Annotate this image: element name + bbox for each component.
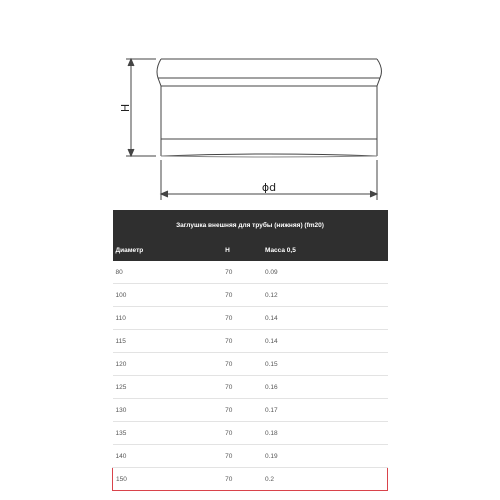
cell-diameter: 130: [113, 399, 223, 422]
height-label: H: [119, 103, 132, 113]
cell-height: 70: [222, 399, 262, 422]
table-row: [113, 399, 388, 422]
cell-height: 70: [222, 468, 262, 491]
cell-mass: 0.14: [262, 307, 388, 330]
cell-mass: 0.2: [262, 468, 388, 491]
table-row: [113, 261, 388, 284]
table-row: [113, 376, 388, 399]
cell-mass: 0.12: [262, 284, 388, 307]
column-header-mass: Масса 0,5: [262, 240, 388, 261]
cell-diameter: 135: [113, 422, 223, 445]
cell-diameter: 125: [113, 376, 223, 399]
cell-mass: 0.09: [262, 261, 388, 284]
cell-mass: 0.19: [262, 445, 388, 468]
cell-diameter: 80: [113, 261, 223, 284]
cell-height: 70: [222, 284, 262, 307]
cap-outline: [157, 59, 381, 157]
table-row: [113, 445, 388, 468]
cell-height: 70: [222, 422, 262, 445]
column-header-height: H: [222, 240, 262, 261]
cell-mass: 0.16: [262, 376, 388, 399]
cell-mass: 0.15: [262, 353, 388, 376]
table-row: [113, 307, 388, 330]
table-row: [113, 284, 388, 307]
cell-height: 70: [222, 330, 262, 353]
cell-diameter: 115: [113, 330, 223, 353]
column-header-diameter: Диаметр: [113, 240, 223, 261]
cell-diameter: 110: [113, 307, 223, 330]
cell-mass: 0.17: [262, 399, 388, 422]
table-row: [113, 422, 388, 445]
specification-table: [112, 210, 388, 491]
cell-diameter: 100: [113, 284, 223, 307]
cell-height: 70: [222, 376, 262, 399]
cell-height: 70: [222, 353, 262, 376]
cell-height: 70: [222, 445, 262, 468]
table-row: [113, 353, 388, 376]
table-title: Заглушка внешняя для трубы (нижняя) (fm20): [113, 210, 388, 240]
cap-technical-drawing: [0, 0, 500, 210]
diameter-dimension: [161, 160, 377, 200]
diameter-label: ϕd: [261, 181, 277, 194]
cell-height: 70: [222, 307, 262, 330]
table-row: [113, 330, 388, 353]
cell-mass: 0.14: [262, 330, 388, 353]
cell-mass: 0.18: [262, 422, 388, 445]
cell-diameter: 120: [113, 353, 223, 376]
cell-height: 70: [222, 261, 262, 284]
table-row-highlighted: [113, 468, 388, 491]
cell-diameter: 140: [113, 445, 223, 468]
cell-diameter: 150: [113, 468, 223, 491]
